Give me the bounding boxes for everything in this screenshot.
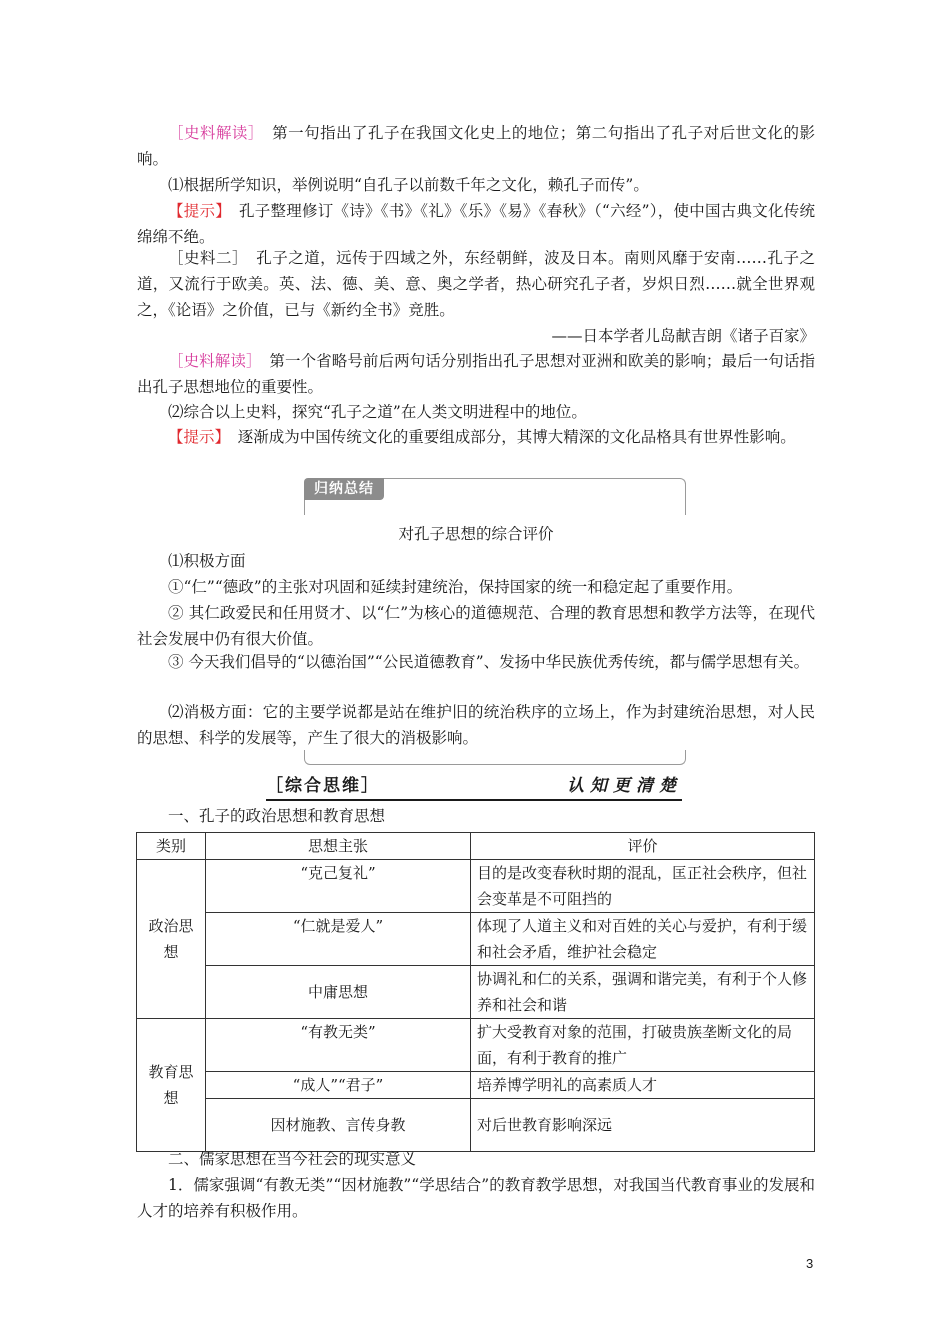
- section-header: [266, 773, 682, 801]
- table-header-row: [137, 833, 815, 860]
- positive-heading: ⑴积极方面: [168, 552, 246, 570]
- source-citation: ——日本学者儿岛献吉朗《诸子百家》: [551, 327, 815, 345]
- evaluation-cell: 体现了人道主义和对百姓的关心与爱护，有利于缓和社会矛盾，维护社会稳定: [471, 913, 815, 966]
- header-evaluation: 评价: [471, 833, 815, 860]
- summary-label: 归纳总结: [304, 478, 384, 500]
- question-1: ⑴根据所学知识，举例说明“自孔子以前数千年之文化，赖孔子而传”。: [168, 176, 649, 194]
- header-idea: 思想主张: [206, 833, 471, 860]
- table-row: [137, 913, 815, 966]
- source-material-text: 孔子之道，远传于四域之外，东经朝鲜，波及日本。南则风靡于安南……孔子之道，又流行于欧美。英、法、德、美、意、奥之学者，热心研究孔子者，岁炽日烈……就全世界观之，《论语》之价值，已与《新约全书》竞胜。: [137, 249, 815, 319]
- positive-point-3: ③ 今天我们倡导的“以德治国”“公民道德教育”、发扬中华民族优秀传统，都与儒学思想有关。: [168, 653, 810, 671]
- part1-title: 一、孔子的政治思想和教育思想: [168, 807, 386, 825]
- positive-point-1: ①“仁”“德政”的主张对巩固和延续封建统治，保持国家的统一和稳定起了重要作用。: [168, 578, 743, 596]
- table-row: [137, 1099, 815, 1152]
- source-reading-tag: ［史料解读］: [168, 352, 254, 370]
- source-material-tag: ［史料二］: [168, 249, 241, 267]
- source-reading-text: 第一个省略号前后两句话分别指出孔子思想对亚洲和欧美的影响；最后一句话指出孔子思想地位的重要性。: [137, 352, 815, 396]
- table-row: [137, 860, 815, 913]
- idea-cell: “有教无类”: [206, 1019, 471, 1072]
- idea-cell: “成人”“君子”: [206, 1072, 471, 1099]
- idea-text: 因材施教、言传身教: [270, 1116, 406, 1134]
- negative-point: ⑵消极方面：它的主要学说都是站在维护旧的统治秩序的立场上，作为封建统治思想，对人民的思想、科学的发展等，产生了很大的消极影响。: [137, 703, 815, 747]
- idea-cell: 中庸思想: [206, 966, 471, 1019]
- section-title: ［综合思维］: [266, 776, 380, 796]
- ideas-table: [136, 832, 815, 1152]
- hint-tag: 【提示】: [168, 202, 224, 220]
- source-reading-2: [137, 348, 815, 400]
- hint-text: 逐渐成为中国传统文化的重要组成部分，其博大精深的文化品格具有世界性影响。: [222, 428, 796, 446]
- table-row: [137, 1019, 815, 1072]
- idea-cell: “克己复礼”: [206, 860, 471, 913]
- summary-box-bottom: [304, 750, 686, 765]
- hint-text: 孔子整理修订《诗》《书》《礼》《乐》《易》《春秋》（“六经”），使中国古典文化传统绵绵不绝。: [137, 202, 815, 246]
- idea-cell: “仁就是爱人”: [206, 913, 471, 966]
- page-number: 3: [806, 1256, 814, 1271]
- evaluation-cell: 对后世教育影响深远: [471, 1099, 815, 1152]
- section-subtitle: 认知更清楚: [567, 776, 682, 796]
- source-reading-1: [137, 120, 815, 172]
- category-cell: 政治思想: [137, 860, 206, 1019]
- summary-title: 对孔子思想的综合评价: [398, 525, 554, 543]
- table-row: [137, 1072, 815, 1099]
- idea-cell: [206, 1099, 471, 1152]
- category-cell: 教育思想: [137, 1019, 206, 1152]
- part2-point-1: 1．儒家强调“有教无类”“因材施教”“学思结合”的教育教学思想，对我国当代教育事业的发展和人才的培养有积极作用。: [137, 1176, 815, 1220]
- source-reading-tag: ［史料解读］: [168, 124, 257, 142]
- question-2: ⑵综合以上史料，探究“孔子之道”在人类文明进程中的地位。: [168, 403, 587, 421]
- evaluation-cell: 扩大受教育对象的范围，打破贵族垄断文化的局面，有利于教育的推广: [471, 1019, 815, 1072]
- evaluation-cell: 目的是改变春秋时期的混乱，匡正社会秩序，但社会变革是不可阻挡的: [471, 860, 815, 913]
- header-category: 类别: [137, 833, 206, 860]
- positive-point-2: ② 其仁政爱民和任用贤才、以“仁”为核心的道德规范、合理的教育思想和教学方法等，在现代社会发展中仍有很大价值。: [137, 604, 815, 648]
- hint-tag: 【提示】: [168, 428, 223, 446]
- hint-2: [137, 424, 815, 450]
- part2-title: 二、儒家思想在当今社会的现实意义: [168, 1150, 417, 1168]
- source-material-2: [137, 245, 815, 323]
- hint-1: [137, 198, 815, 250]
- evaluation-cell: 协调礼和仁的关系，强调和谐完美，有利于个人修养和社会和谐: [471, 966, 815, 1019]
- table-row: [137, 966, 815, 1019]
- evaluation-cell: 培养博学明礼的高素质人才: [471, 1072, 815, 1099]
- source-reading-text: 第一句指出了孔子在我国文化史上的地位；第二句指出了孔子对后世文化的影响。: [137, 124, 815, 168]
